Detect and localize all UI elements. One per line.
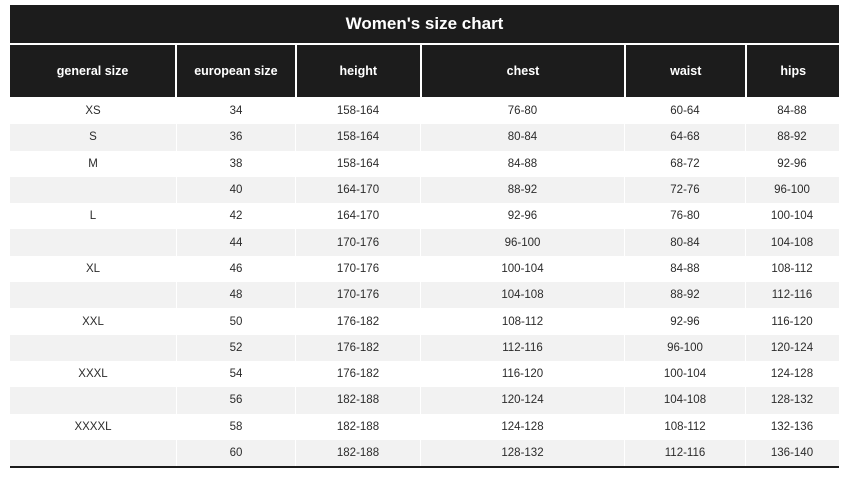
cell-general-size: L [89, 210, 97, 223]
cell-chest: 96-100 [420, 229, 624, 255]
table-row [10, 203, 839, 229]
cell-hips: 84-88 [745, 98, 838, 124]
cell-height: 170-176 [295, 282, 420, 308]
column-header-european-size: european size [175, 45, 294, 97]
cell-european-size: 46 [176, 256, 295, 282]
cell-waist: 104-108 [624, 387, 745, 413]
cell-european-size: 50 [176, 308, 295, 334]
table-row [10, 414, 839, 440]
cell-general-size: XXXXL [74, 420, 112, 433]
cell-height: 164-170 [295, 177, 420, 203]
cell-chest: 108-112 [420, 308, 624, 334]
cell-height: 158-164 [295, 151, 420, 177]
size-chart-table [10, 5, 839, 468]
column-header-chest: chest [420, 45, 624, 97]
cell-hips: 112-116 [745, 282, 838, 308]
cell-hips: 96-100 [745, 177, 838, 203]
table-row [10, 229, 839, 255]
cell-waist: 96-100 [624, 335, 745, 361]
cell-waist: 80-84 [624, 229, 745, 255]
cell-general-size: XXXL [78, 368, 108, 381]
cell-hips: 88-92 [745, 124, 838, 150]
column-header-waist: waist [624, 45, 745, 97]
cell-general-size: XXL [82, 315, 104, 328]
table-row [10, 282, 839, 308]
cell-general-size: M [88, 157, 98, 170]
cell-general-size: XL [85, 262, 101, 275]
cell-european-size: 54 [176, 361, 295, 387]
cell-waist: 60-64 [624, 98, 745, 124]
cell-chest: 112-116 [420, 335, 624, 361]
cell-chest: 104-108 [420, 282, 624, 308]
cell-hips: 92-96 [745, 151, 838, 177]
table-body [10, 98, 839, 468]
cell-general-size [10, 387, 176, 413]
table-row [10, 308, 839, 334]
cell-waist: 68-72 [624, 151, 745, 177]
cell-european-size: 44 [176, 229, 295, 255]
cell-european-size: 42 [176, 203, 295, 229]
cell-waist: 76-80 [624, 203, 745, 229]
cell-european-size: 60 [176, 440, 295, 466]
cell-waist: 84-88 [624, 256, 745, 282]
column-header-hips: hips [745, 45, 839, 97]
cell-hips: 128-132 [745, 387, 838, 413]
cell-chest: 116-120 [420, 361, 624, 387]
cell-general-size [10, 335, 176, 361]
table-row [10, 361, 839, 387]
column-header-height: height [295, 45, 420, 97]
cell-height: 170-176 [295, 256, 420, 282]
cell-general-size [10, 440, 176, 466]
cell-european-size: 52 [176, 335, 295, 361]
cell-hips: 132-136 [745, 414, 838, 440]
cell-height: 158-164 [295, 124, 420, 150]
table-row [10, 124, 839, 150]
column-header-general-size: general size [56, 64, 129, 78]
cell-height: 182-188 [295, 414, 420, 440]
cell-hips: 136-140 [745, 440, 838, 466]
cell-chest: 84-88 [420, 151, 624, 177]
cell-waist: 64-68 [624, 124, 745, 150]
cell-general-size [10, 229, 176, 255]
cell-height: 170-176 [295, 229, 420, 255]
cell-chest: 92-96 [420, 203, 624, 229]
cell-hips: 116-120 [745, 308, 838, 334]
cell-general-size: S [89, 131, 97, 144]
cell-waist: 112-116 [624, 440, 745, 466]
cell-waist: 88-92 [624, 282, 745, 308]
cell-waist: 108-112 [624, 414, 745, 440]
cell-general-size [10, 177, 176, 203]
table-row [10, 440, 839, 466]
table-row [10, 387, 839, 413]
table-row [10, 335, 839, 361]
cell-hips: 124-128 [745, 361, 838, 387]
cell-chest: 76-80 [420, 98, 624, 124]
cell-waist: 72-76 [624, 177, 745, 203]
cell-hips: 104-108 [745, 229, 838, 255]
cell-european-size: 40 [176, 177, 295, 203]
table-header [10, 45, 839, 97]
cell-chest: 120-124 [420, 387, 624, 413]
cell-waist: 100-104 [624, 361, 745, 387]
cell-general-size [10, 282, 176, 308]
table-row [10, 98, 839, 124]
cell-chest: 100-104 [420, 256, 624, 282]
table-row [10, 177, 839, 203]
cell-height: 158-164 [295, 98, 420, 124]
cell-chest: 80-84 [420, 124, 624, 150]
cell-european-size: 34 [176, 98, 295, 124]
cell-hips: 100-104 [745, 203, 838, 229]
cell-hips: 120-124 [745, 335, 838, 361]
cell-height: 182-188 [295, 387, 420, 413]
cell-height: 176-182 [295, 361, 420, 387]
table-row [10, 151, 839, 177]
cell-european-size: 56 [176, 387, 295, 413]
cell-european-size: 38 [176, 151, 295, 177]
cell-height: 182-188 [295, 440, 420, 466]
cell-waist: 92-96 [624, 308, 745, 334]
cell-general-size: XS [85, 105, 101, 118]
cell-european-size: 58 [176, 414, 295, 440]
cell-hips: 108-112 [745, 256, 838, 282]
cell-height: 176-182 [295, 308, 420, 334]
table-title: Women's size chart [10, 5, 839, 43]
cell-chest: 124-128 [420, 414, 624, 440]
table-row [10, 256, 839, 282]
cell-european-size: 36 [176, 124, 295, 150]
cell-height: 176-182 [295, 335, 420, 361]
cell-european-size: 48 [176, 282, 295, 308]
cell-chest: 88-92 [420, 177, 624, 203]
cell-chest: 128-132 [420, 440, 624, 466]
cell-height: 164-170 [295, 203, 420, 229]
